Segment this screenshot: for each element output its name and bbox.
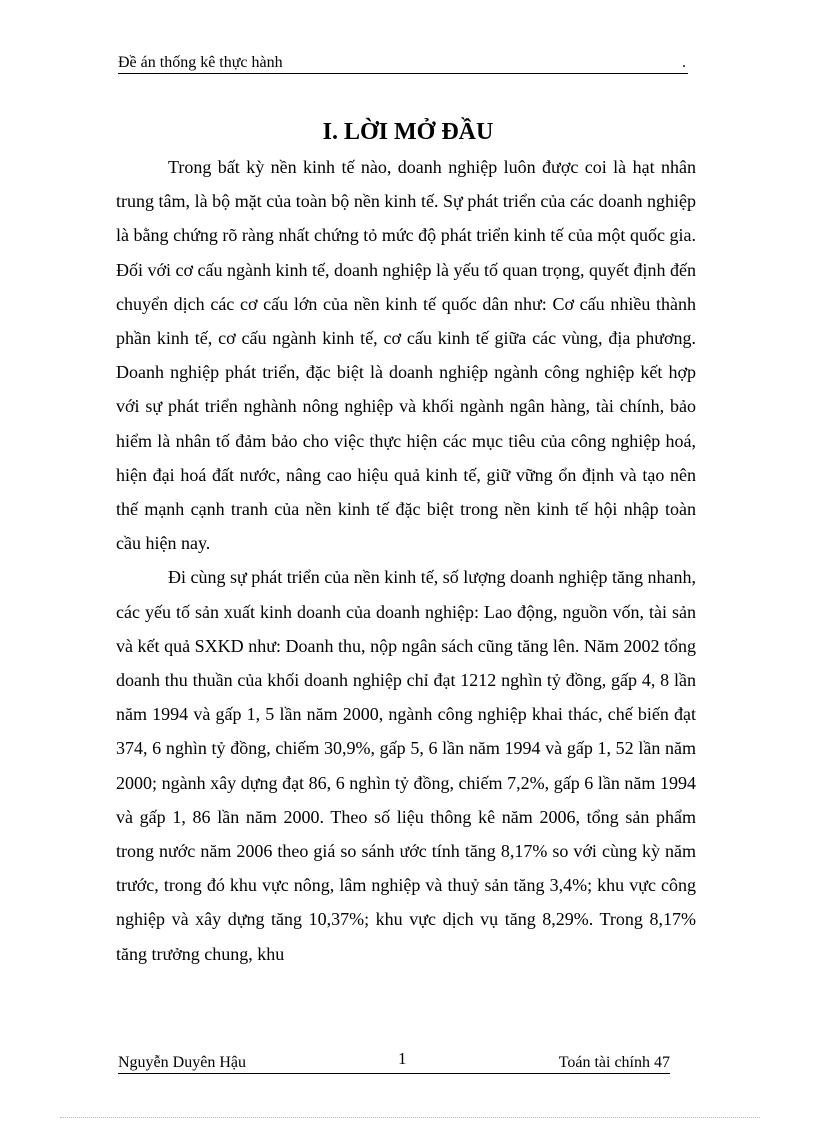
page-footer <box>118 1049 670 1074</box>
footer-author: Nguyễn Duyên Hậu <box>118 1054 246 1071</box>
paragraph-intro: Trong bất kỳ nền kinh tế nào, doanh nghiệp luôn được coi là hạt nhân trung tâm, là bộ mặt của toàn bộ nền kinh tế. Sự phát triển của các doanh nghiệp là bằng chứng rõ ràng nhất chứng tỏ mức độ phát triển kinh tế của một quốc gia. Đối với cơ cấu ngành kinh tế, doanh nghiệp là yếu tố quan trọng, quyết định đến chuyển dịch các cơ cấu lớn của nền kinh tế quốc dân như: Cơ cấu nhiều thành phần kinh tế, cơ cấu ngành kinh tế, cơ cấu kinh tế giữa các vùng, địa phương. Doanh nghiệp phát triển, đặc biệt là doanh nghiệp ngành công nghiệp kết hợp với sự phát triển nghành nông nghiệp và khối ngành ngân hàng, tài chính, bảo hiểm là nhân tố đảm bảo cho việc thực hiện các mục tiêu của công nghiệp hoá, hiện đại hoá đất nước, nâng cao hiệu quả kinh tế, giữ vững ổn định và tạo nên thế mạnh cạnh tranh của nền kinh tế đặc biệt trong nền kinh tế hội nhập toàn cầu hiện nay. <box>116 157 696 554</box>
section-heading: I. LỜI MỞ ĐẦU <box>322 119 494 145</box>
header-title: Đề án thống kê thực hành <box>118 54 283 71</box>
footer-department: Toán tài chính 47 <box>558 1054 670 1071</box>
paragraph-statistics: Đi cùng sự phát triển của nền kinh tế, số lượng doanh nghiệp tăng nhanh, các yếu tố sản xuất kinh doanh của doanh nghiệp: Lao động, nguồn vốn, tài sản và kết quả SXKD như: Doanh thu, nộp ngân sách cũng tăng lên. Năm 2002 tổng doanh thu thuần của khối doanh nghiệp chỉ đạt 1212 nghìn tỷ đồng, gấp 4, 8 lần năm 1994 và gấp 1, 5 lần năm 2000, ngành công nghiệp khai thác, chế biến đạt 374, 6 nghìn tỷ đồng, chiếm 30,9%, gấp 5, 6 lần năm 1994 và gấp 1, 52 lần năm 2000; ngành xây dựng đạt 86, 6 nghìn tỷ đồng, chiếm 7,2%, gấp 6 lần năm 1994 và gấp 1, 86 lần năm 2000. Theo số liệu thông kê năm 2006, tổng sản phẩm trong nước năm 2006 theo giá so sánh ước tính tăng 8,17% so với cùng kỳ năm trước, trong đó khu vực nông, lâm nghiệp và thuỷ sản tăng 3,4%; khu vực công nghiệp và xây dựng tăng 10,37%; khu vực dịch vụ tăng 8,29%. Trong 8,17% tăng trưởng chung, khu <box>116 567 696 964</box>
body-text <box>116 150 696 971</box>
page-number: 1 <box>398 1049 407 1068</box>
page-bottom-rule <box>60 1117 760 1118</box>
page-header <box>118 53 688 74</box>
header-dot: . <box>682 54 686 71</box>
